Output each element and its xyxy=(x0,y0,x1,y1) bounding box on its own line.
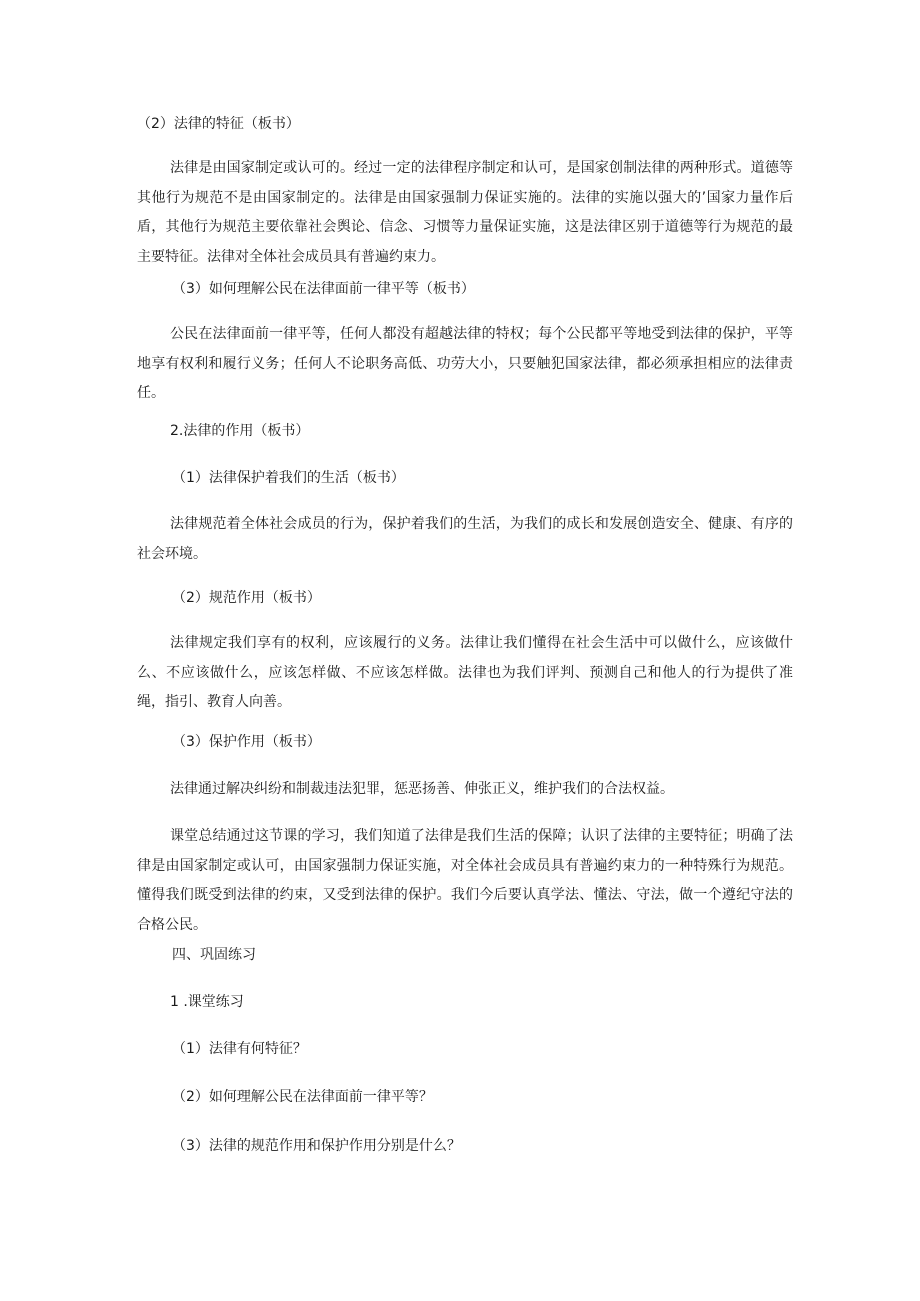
heading-normative-role: （2）规范作用（板书） xyxy=(172,590,321,606)
question-3: （3）法律的规范作用和保护作用分别是什么？ xyxy=(172,1138,461,1154)
heading-protective-role: （3）保护作用（板书） xyxy=(172,734,321,750)
paragraph-equality: 公民在法律面前一律平等，任何人都没有超越法律的特权；每个公民都平等地受到法律的保护，平等地享有权利和履行义务；任何人不论职务高低、功劳大小，只要触犯国家法律，都必须承担相应的法律责任。 xyxy=(137,326,793,401)
paragraph-class-summary: 课堂总结通过这节课的学习，我们知道了法律是我们生活的保障；认识了法律的主要特征；明确了法律是由国家制定或认可，由国家强制力保证实施，对全体社会成员具有普遍约束力的一种特殊行为规范。懂得我们既受到法律的约束，又受到法律的保护。我们今后要认真学法、懂法、守法，做一个遵纪守法的合格公民。 xyxy=(137,828,793,933)
heading-equality: （3）如何理解公民在法律面前一律平等（板书） xyxy=(172,281,475,297)
paragraph-protective-role: 法律通过解决纠纷和制裁违法犯罪，惩恶扬善、伸张正义，维护我们的合法权益。 xyxy=(170,781,674,797)
heading-class-exercise: 1 .课堂练习 xyxy=(170,994,244,1010)
heading-law-role: 2.法律的作用（板书） xyxy=(170,423,310,439)
heading-consolidation-practice: 四、巩固练习 xyxy=(172,947,256,963)
question-2: （2）如何理解公民在法律面前一律平等？ xyxy=(172,1089,433,1105)
heading-protect-life: （1）法律保护着我们的生活（板书） xyxy=(172,470,405,486)
question-1: （1）法律有何特征？ xyxy=(172,1041,307,1057)
paragraph-normative-role: 法律规定我们享有的权利，应该履行的义务。法律让我们懂得在社会生活中可以做什么，应该做什么、不应该做什么，应该怎样做、不应该怎样做。法律也为我们评判、预测自己和他人的行为提供了准绳，指引、教育人向善。 xyxy=(137,635,793,710)
paragraph-protect-life: 法律规范着全体社会成员的行为，保护着我们的生活，为我们的成长和发展创造安全、健康、有序的社会环境。 xyxy=(137,516,793,562)
paragraph-law-features: 法律是由国家制定或认可的。经过一定的法律程序制定和认可，是国家创制法律的两种形式。道德等其他行为规范不是由国家制定的。法律是由国家强制力保证实施的。法律的实施以强大的’国家力量作后盾，其他行为规范主要依靠社会舆论、信念、习惯等力量保证实施，这是法律区别于道德等行为规范的最主要特征。法律对全体社会成员具有普遍约束力。 xyxy=(137,160,793,265)
heading-law-features: （2）法律的特征（板书） xyxy=(137,116,300,132)
